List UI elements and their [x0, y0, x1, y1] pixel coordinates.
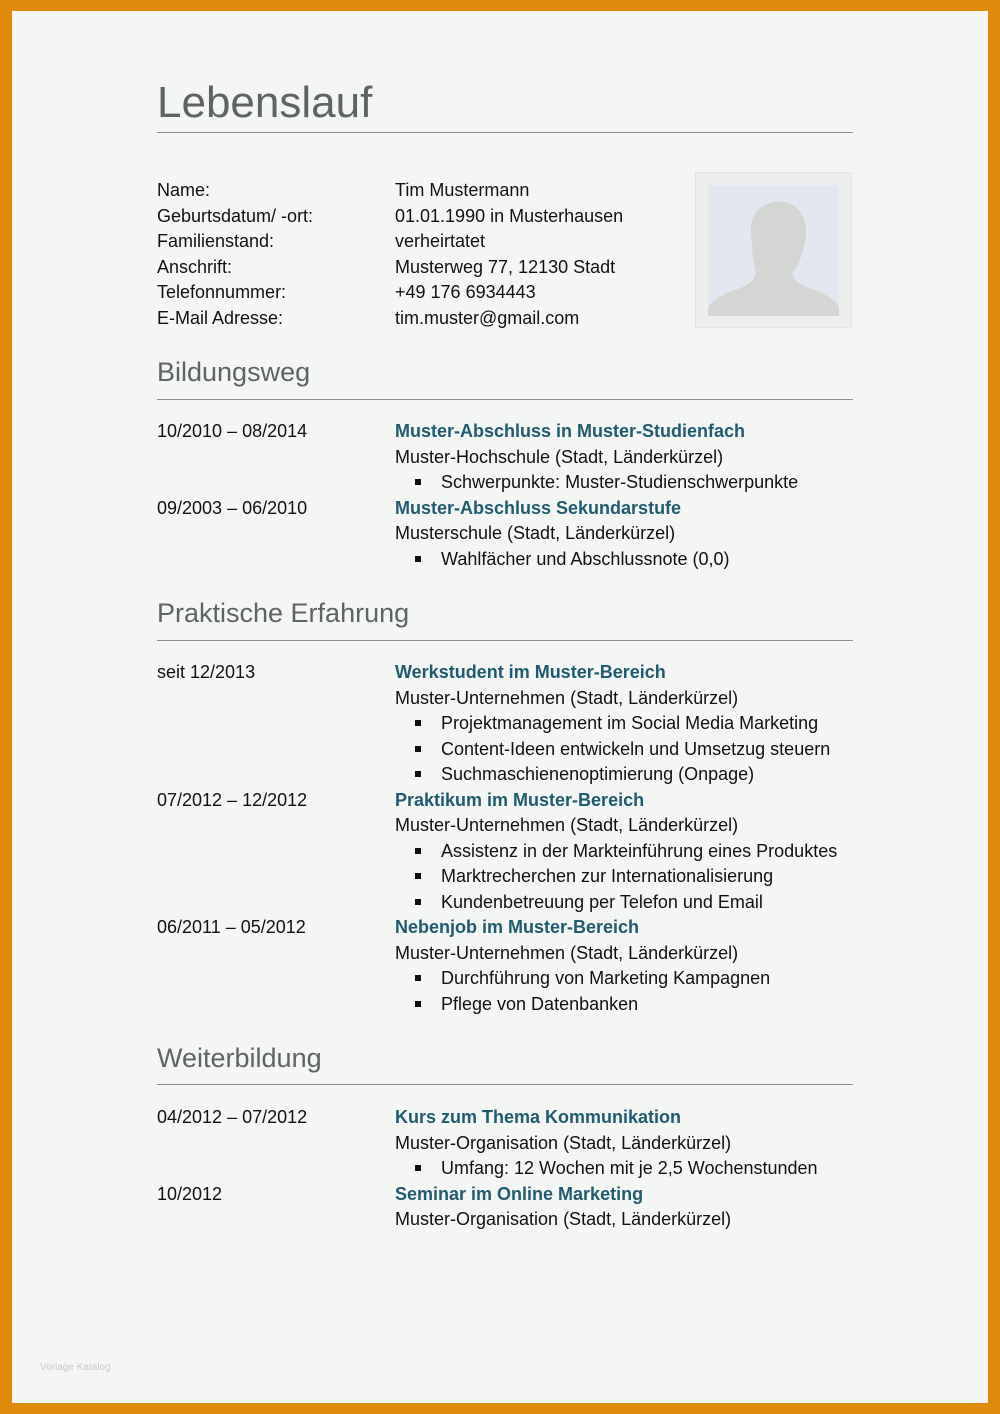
entry-title: Werkstudent im Muster-Bereich [395, 662, 666, 682]
entry-org: Muster-Unternehmen (Stadt, Länderkürzel) [395, 688, 739, 708]
bullet-icon [415, 1001, 421, 1007]
entry-title: Praktikum im Muster-Bereich [395, 790, 645, 810]
bullet-icon [415, 1165, 421, 1171]
person-silhouette-icon [708, 185, 839, 316]
entry-org: Muster-Unternehmen (Stadt, Länderkürzel) [395, 943, 739, 963]
entry-org: Musterschule (Stadt, Länderkürzel) [395, 523, 676, 543]
title-divider [157, 132, 853, 133]
entry-title: Muster-Abschluss Sekundarstufe [395, 498, 682, 518]
bullet-text: Schwerpunkte: Muster-Studienschwerpunkte [441, 472, 799, 492]
bullet-text: Pflege von Datenbanken [441, 994, 639, 1014]
entry-date: 06/2011 – 05/2012 [157, 917, 306, 937]
bullet-icon [415, 479, 421, 485]
section-divider [157, 399, 853, 400]
entry-org: Muster-Organisation (Stadt, Länderkürzel) [395, 1133, 732, 1153]
entry-org: Muster-Hochschule (Stadt, Länderkürzel) [395, 447, 724, 467]
entry-org: Muster-Organisation (Stadt, Länderkürzel) [395, 1209, 732, 1229]
email-value: tim.muster@gmail.com [395, 308, 580, 328]
bullet-icon [415, 873, 421, 879]
personal-value: Musterweg 77, 12130 Stadt [395, 257, 616, 277]
personal-label: Anschrift: [157, 257, 233, 277]
bullet-icon [415, 556, 421, 562]
personal-label: Geburtsdatum/ -ort: [157, 206, 314, 226]
section-divider [157, 1084, 853, 1085]
entry-org: Muster-Unternehmen (Stadt, Länderkürzel) [395, 815, 739, 835]
entry-title: Nebenjob im Muster-Bereich [395, 917, 640, 937]
bullet-text: Assistenz in der Markteinführung eines Produktes [441, 841, 838, 861]
section-divider [157, 640, 853, 641]
bullet-icon [415, 720, 421, 726]
personal-value: 01.01.1990 in Musterhausen [395, 206, 624, 226]
entry-title: Seminar im Online Marketing [395, 1184, 644, 1204]
bullet-icon [415, 771, 421, 777]
bullet-text: Durchführung von Marketing Kampagnen [441, 968, 771, 988]
profile-photo [695, 172, 852, 328]
bullet-text: Content-Ideen entwickeln und Umsetzug steuern [441, 739, 831, 759]
watermark: Vorlage Katalog [40, 1362, 111, 1373]
personal-label: Telefonnummer: [157, 282, 287, 302]
entry-title: Muster-Abschluss in Muster-Studienfach [395, 421, 746, 441]
cv-page [12, 11, 988, 1403]
page-title: Lebenslauf [157, 78, 373, 127]
entry-title: Kurs zum Thema Kommunikation [395, 1107, 682, 1127]
bullet-text: Marktrecherchen zur Internationalisierung [441, 866, 774, 886]
bullet-text: Kundenbetreuung per Telefon und Email [441, 892, 763, 912]
personal-label: Familienstand: [157, 231, 275, 251]
personal-value: Tim Mustermann [395, 180, 530, 200]
section-title-weiterbildung: Weiterbildung [157, 1043, 322, 1073]
entry-date: 09/2003 – 06/2010 [157, 498, 308, 518]
section-title-bildungsweg: Bildungsweg [157, 357, 311, 387]
personal-label: E-Mail Adresse: [157, 308, 284, 328]
bullet-text: Wahlfächer und Abschlussnote (0,0) [441, 549, 730, 569]
personal-value: +49 176 6934443 [395, 282, 536, 302]
bullet-icon [415, 975, 421, 981]
personal-value: verheirtatet [395, 231, 486, 251]
bullet-icon [415, 899, 421, 905]
bullet-icon [415, 848, 421, 854]
entry-date: seit 12/2013 [157, 662, 256, 682]
personal-label: Name: [157, 180, 211, 200]
bullet-text: Projektmanagement im Social Media Marketing [441, 713, 819, 733]
entry-date: 10/2010 – 08/2014 [157, 421, 308, 441]
entry-date: 07/2012 – 12/2012 [157, 790, 308, 810]
entry-date: 10/2012 [157, 1184, 223, 1204]
bullet-text: Suchmaschienenoptimierung (Onpage) [441, 764, 755, 784]
bullet-icon [415, 746, 421, 752]
bullet-text: Umfang: 12 Wochen mit je 2,5 Wochenstunden [441, 1158, 818, 1178]
entry-date: 04/2012 – 07/2012 [157, 1107, 308, 1127]
section-title-erfahrung: Praktische Erfahrung [157, 598, 410, 628]
